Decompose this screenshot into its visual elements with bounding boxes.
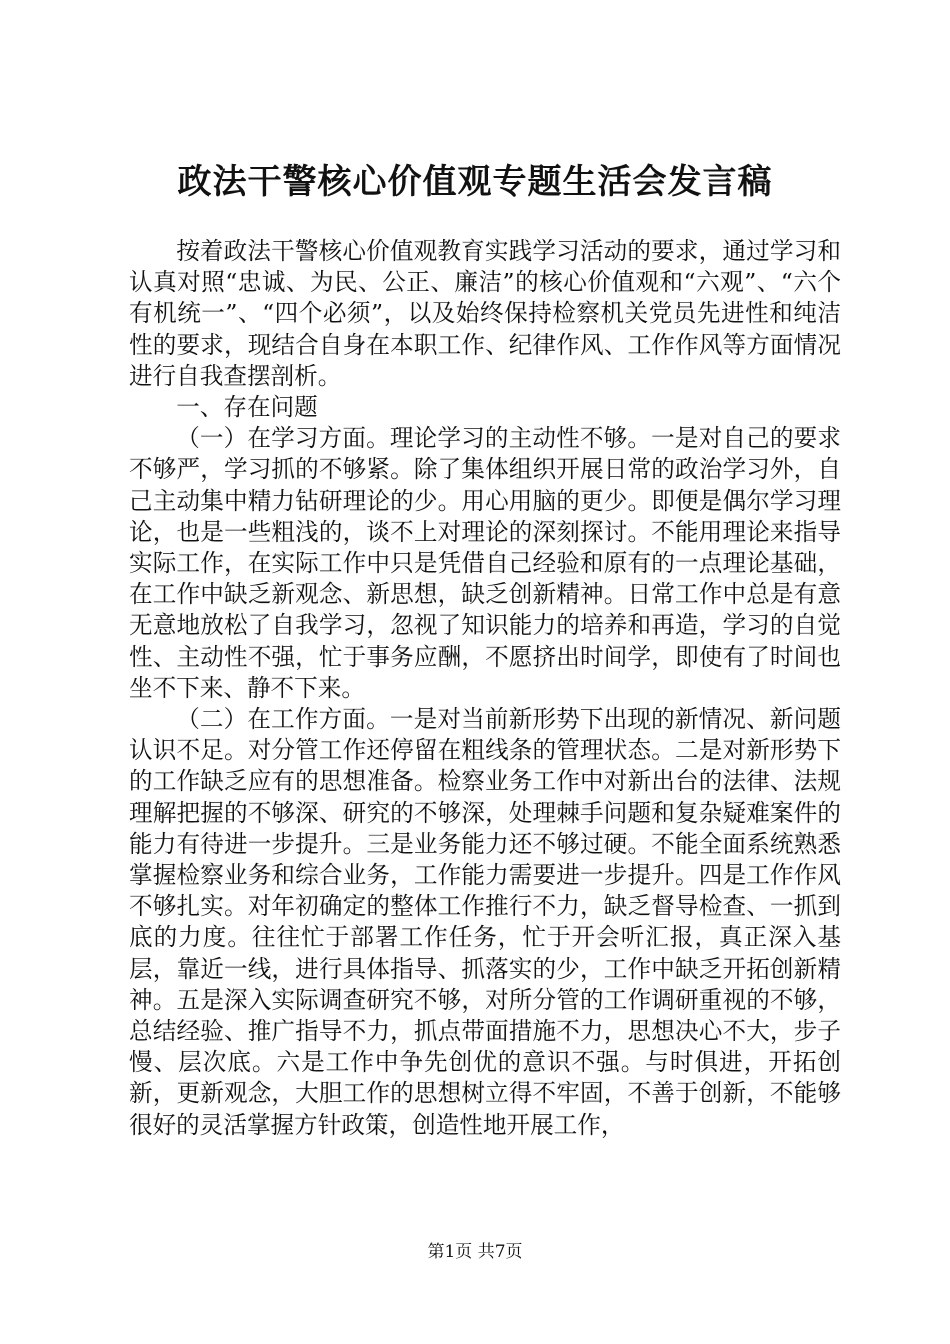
page-footer: 第1页 共7页 [427, 1242, 523, 1262]
study-paragraph: （一）在学习方面。理论学习的主动性不够。一是对自己的要求不够严，学习抓的不够紧。除了集体组织开展日常的政治学习外，自己主动集中精力钻研理论的少。用心用脑的更少。即便是偶尔学习理论，也是一些粗浅的，谈不上对理论的深刻探讨。不能用理论来指导实际工作，在实际工作中只是凭借自己经验和原有的一点理论基础，在工作中缺乏新观念、新思想，缺乏创新精神。日常工作中总是有意无意地放松了自我学习，忽视了知识能力的培养和再造，学习的自觉性、主动性不强，忙于事务应酬，不愿挤出时间学，即使有了时间也坐不下来、静不下来。 [129, 424, 841, 702]
document-title: 政法干警核心价值观专题生活会发言稿 [177, 162, 773, 202]
work-paragraph: （二）在工作方面。一是对当前新形势下出现的新情况、新问题认识不足。对分管工作还停留在粗线条的管理状态。二是对新形势下的工作缺乏应有的思想准备。检察业务工作中对新出台的法律、法规理解把握的不够深、研究的不够深，处理棘手问题和复杂疑难案件的能力有待进一步提升。三是业务能力还不够过硬。不能全面系统熟悉掌握检察业务和综合业务，工作能力需要进一步提升。四是工作作风不够扎实。对年初确定的整体工作推行不力，缺乏督导检查、一抓到底的力度。往往忙于部署工作任务，忙于开会听汇报，真正深入基层，靠近一线，进行具体指导、抓落实的少，工作中缺乏开拓创新精神。五是深入实际调查研究不够，对所分管的工作调研重视的不够，总结经验、推广指导不力，抓点带面措施不力，思想决心不大，步子慢、层次底。六是工作中争先创优的意识不强。与时俱进，开拓创新，更新观念，大胆工作的思想树立得不牢固，不善于创新，不能够很好的灵活掌握方针政策，创造性地开展工作， [129, 705, 841, 1139]
document-body [129, 236, 841, 1141]
section-heading: 一、存在问题 [176, 393, 318, 422]
intro-paragraph: 按着政法干警核心价值观教育实践学习活动的要求，通过学习和认真对照“忠诚、为民、公正、廉洁”的核心价值观和“六观”、“六个有机统一”、“四个必须”，以及始终保持检察机关党员先进性和纯洁性的要求，现结合自身在本职工作、纪律作风、工作作风等方面情况进行自我查摆剖析。 [129, 237, 841, 390]
